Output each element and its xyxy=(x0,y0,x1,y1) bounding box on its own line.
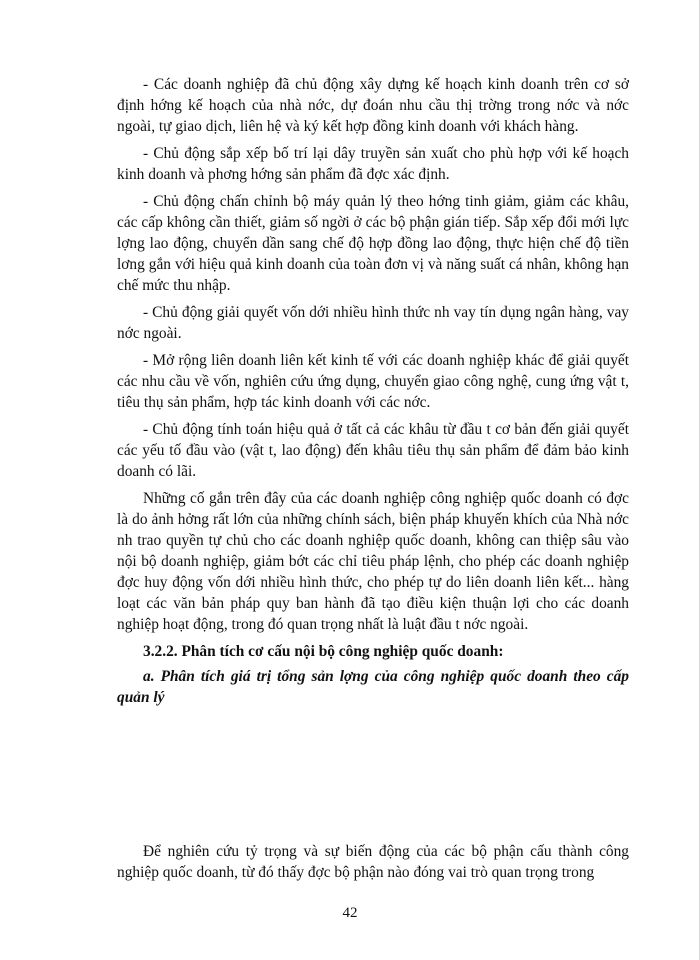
paragraph-5: - Mở rộng liên doanh liên kết kinh tế với các doanh nghiệp khác để giải quyết các nhu cầu về vốn, nghiên cứu ứng dụng, chuyển giao công nghệ, cung ứng vật t, tiêu thụ sản phẩm, hợp tác kinh doanh với các nớc. xyxy=(117,352,629,411)
paragraph-3: - Chủ động chấn chỉnh bộ máy quản lý theo hớng tinh giảm, giảm các khâu, các cấp không cần thiết, giảm số ngời ở các bộ phận gián tiếp. Sắp xếp đổi mới lực lợng lao động, chuyển dần sang chế độ hợp đồng lao động, thực hiện chế độ tiền lơng gắn với hiệu quả kinh doanh của toàn đơn vị và năng suất cá nhân, không hạn chế mức thu nhập. xyxy=(117,193,629,294)
body-text xyxy=(117,74,629,708)
paragraph-2: - Chủ động sắp xếp bố trí lại dây truyền sản xuất cho phù hợp với kế hoạch kinh doanh và phơng hớng sản phẩm đã đợc xác định. xyxy=(117,145,629,183)
sub-heading: a. Phân tích giá trị tổng sản lợng của công nghiệp quốc doanh theo cấp quản lý xyxy=(117,668,629,706)
section-heading: 3.2.2. Phân tích cơ cấu nội bộ công nghiệp quốc doanh: xyxy=(143,643,504,660)
paragraph-1: - Các doanh nghiệp đã chủ động xây dựng kế hoạch kinh doanh trên cơ sở định hớng kế hoạch của nhà nớc, dự đoán nhu cầu thị trờng trong nớc và nớc ngoài, tự giao dịch, liên hệ và ký kết hợp đồng kinh doanh với khách hàng. xyxy=(117,76,629,135)
bottom-text xyxy=(117,841,629,883)
page-number: 42 xyxy=(342,905,358,921)
paragraph-6: - Chủ động tính toán hiệu quả ở tất cả các khâu từ đầu t cơ bản đến giải quyết các yếu tố đầu vào (vật t, lao động) đến khâu tiêu thụ sản phẩm để đảm bảo kinh doanh có lãi. xyxy=(117,421,629,480)
paragraph-4: - Chủ động giải quyết vốn dới nhiều hình thức nh vay tín dụng ngân hàng, vay nớc ngoài. xyxy=(117,304,629,342)
bottom-paragraph: Để nghiên cứu tỷ trọng và sự biến động của các bộ phận cấu thành công nghiệp quốc doanh, từ đó thấy đợc bộ phận nào đóng vai trò quan trọng trong xyxy=(117,843,629,881)
paragraph-7: Những cố gắn trên đây của các doanh nghiệp công nghiệp quốc doanh có đợc là do ảnh hởng rất lớn của những chính sách, biện pháp khuyến khích của Nhà nớc nh trao quyền tự chủ cho các doanh nghiệp quốc doanh, không can thiệp sâu vào nội bộ doanh nghiệp, giảm bớt các chỉ tiêu pháp lệnh, cho phép các doanh nghiệp đợc huy động vốn dới nhiều hình thức, cho phép tự do liên doanh liên kết... hàng loạt các văn bản pháp quy ban hành đã tạo điều kiện thuận lợi cho các doanh nghiệp hoạt động, trong đó quan trọng nhất là luật đầu t nớc ngoài. xyxy=(117,490,629,633)
